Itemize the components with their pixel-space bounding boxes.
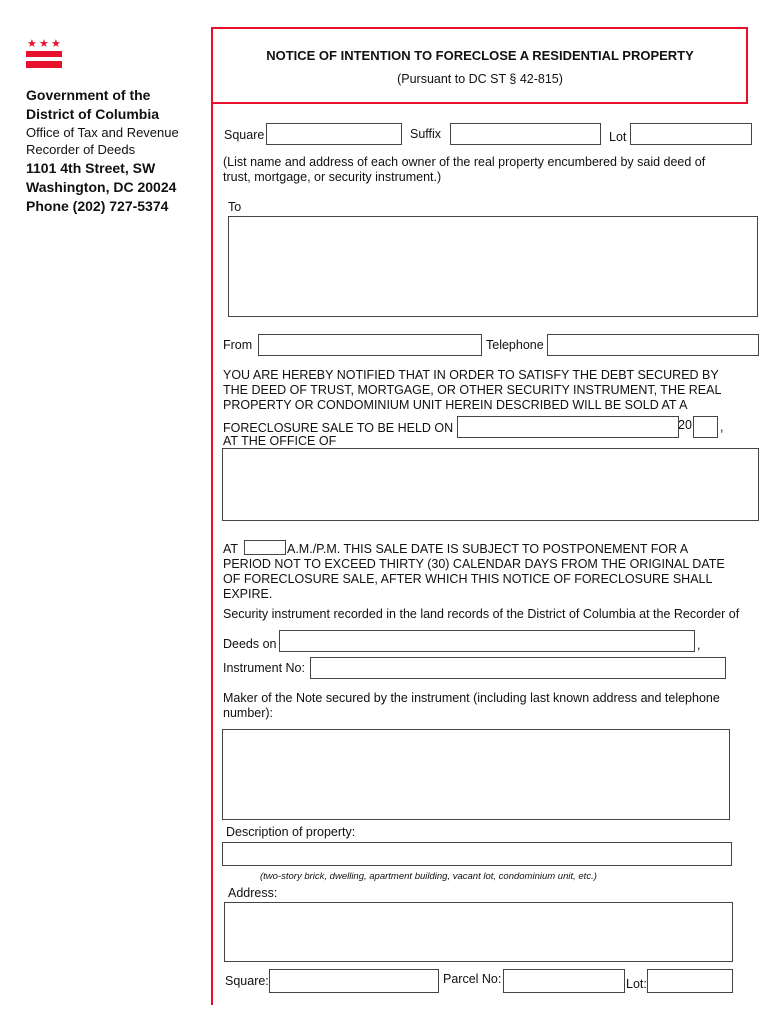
star-icon: ★ <box>51 38 61 50</box>
agency-name-line2: District of Columbia <box>26 106 160 122</box>
parcel-label: Parcel No: <box>443 972 502 986</box>
maker-label: Maker of the Note secured by the instrument (including last known address and telephone <box>223 691 720 705</box>
agency-name-line1: Government of the <box>26 87 151 103</box>
square-input[interactable] <box>266 123 402 145</box>
instrument-no-input[interactable] <box>310 657 726 679</box>
notice-text-3: PROPERTY OR CONDOMINIUM UNIT HEREIN DESCRIBED WILL BE SOLD AT A <box>223 398 688 412</box>
sale-date-input[interactable] <box>457 416 679 438</box>
notice-text-2: THE DEED OF TRUST, MORTGAGE, OR OTHER SECURITY INSTRUMENT, THE REAL <box>223 383 722 397</box>
notice-text: YOU ARE HEREBY NOTIFIED THAT IN ORDER TO SATISFY THE DEBT SECURED BY <box>223 368 719 382</box>
lot-label: Lot <box>609 130 627 144</box>
to-label: To <box>228 200 242 214</box>
maker-textarea[interactable] <box>222 729 730 820</box>
lot-input[interactable] <box>630 123 752 145</box>
square2-input[interactable] <box>269 969 439 993</box>
deeds-on-label: Deeds on <box>223 637 277 651</box>
description-label: Description of property: <box>226 825 356 839</box>
suffix-label: Suffix <box>410 127 442 141</box>
office-name: Office of Tax and Revenue <box>26 125 179 140</box>
postponement-text: A.M./P.M. THIS SALE DATE IS SUBJECT TO POSTPONEMENT FOR A <box>287 542 689 556</box>
star-icon: ★ <box>39 38 49 50</box>
description-input[interactable] <box>222 842 732 866</box>
flag-bar <box>26 61 62 68</box>
at-label: AT <box>223 542 239 556</box>
maker-label-cont: number): <box>223 706 274 720</box>
header-box <box>212 27 748 104</box>
telephone-label: Telephone <box>486 338 544 352</box>
office-subname: Recorder of Deeds <box>26 142 136 157</box>
office-label: AT THE OFFICE OF <box>223 434 337 448</box>
star-icon: ★ <box>27 38 37 50</box>
lot2-label: Lot: <box>626 977 647 991</box>
square2-label: Square: <box>225 974 269 988</box>
address-textarea[interactable] <box>224 902 733 962</box>
security-instrument-text: Security instrument recorded in the land records of the District of Columbia at the Recorder of <box>223 607 740 621</box>
sale-year-input[interactable] <box>693 416 718 438</box>
telephone-input[interactable] <box>547 334 759 356</box>
address-label: Address: <box>228 886 278 900</box>
left-red-rule <box>211 27 213 1005</box>
deeds-comma: , <box>697 638 701 652</box>
phone-line: Phone (202) 727-5374 <box>26 198 169 214</box>
postponement-text-2: PERIOD NOT TO EXCEED THIRTY (30) CALENDAR DAYS FROM THE ORIGINAL DATE <box>223 557 725 571</box>
square-label: Square <box>224 128 265 142</box>
from-label: From <box>223 338 253 352</box>
parcel-input[interactable] <box>503 969 625 993</box>
form-title: NOTICE OF INTENTION TO FORECLOSE A RESIDENTIAL PROPERTY <box>266 48 694 63</box>
sale-date-label: FORECLOSURE SALE TO BE HELD ON <box>223 421 454 435</box>
year-prefix: 20 <box>678 418 692 432</box>
postponement-text-4: EXPIRE. <box>223 587 273 601</box>
suffix-input[interactable] <box>450 123 601 145</box>
sale-date-comma: , <box>720 420 724 434</box>
address-line2: Washington, DC 20024 <box>26 179 177 195</box>
owner-instructions-cont: trust, mortgage, or security instrument.) <box>223 170 442 184</box>
postponement-text-3: OF FORECLOSURE SALE, AFTER WHICH THIS NOTICE OF FORECLOSURE SHALL <box>223 572 713 586</box>
lot2-input[interactable] <box>647 969 733 993</box>
owner-instructions: (List name and address of each owner of the real property encumbered by said deed of <box>223 155 706 169</box>
address-line1: 1101 4th Street, SW <box>26 160 156 176</box>
form-subtitle: (Pursuant to DC ST § 42-815) <box>397 72 563 86</box>
flag-bar <box>26 51 62 57</box>
deeds-date-input[interactable] <box>279 630 695 652</box>
sale-time-input[interactable] <box>244 540 286 555</box>
instrument-no-label: Instrument No: <box>223 661 305 675</box>
to-textarea[interactable] <box>228 216 758 317</box>
from-input[interactable] <box>258 334 482 356</box>
office-textarea[interactable] <box>222 448 759 521</box>
description-hint: (two-story brick, dwelling, apartment building, vacant lot, condominium unit, etc.) <box>260 871 597 882</box>
